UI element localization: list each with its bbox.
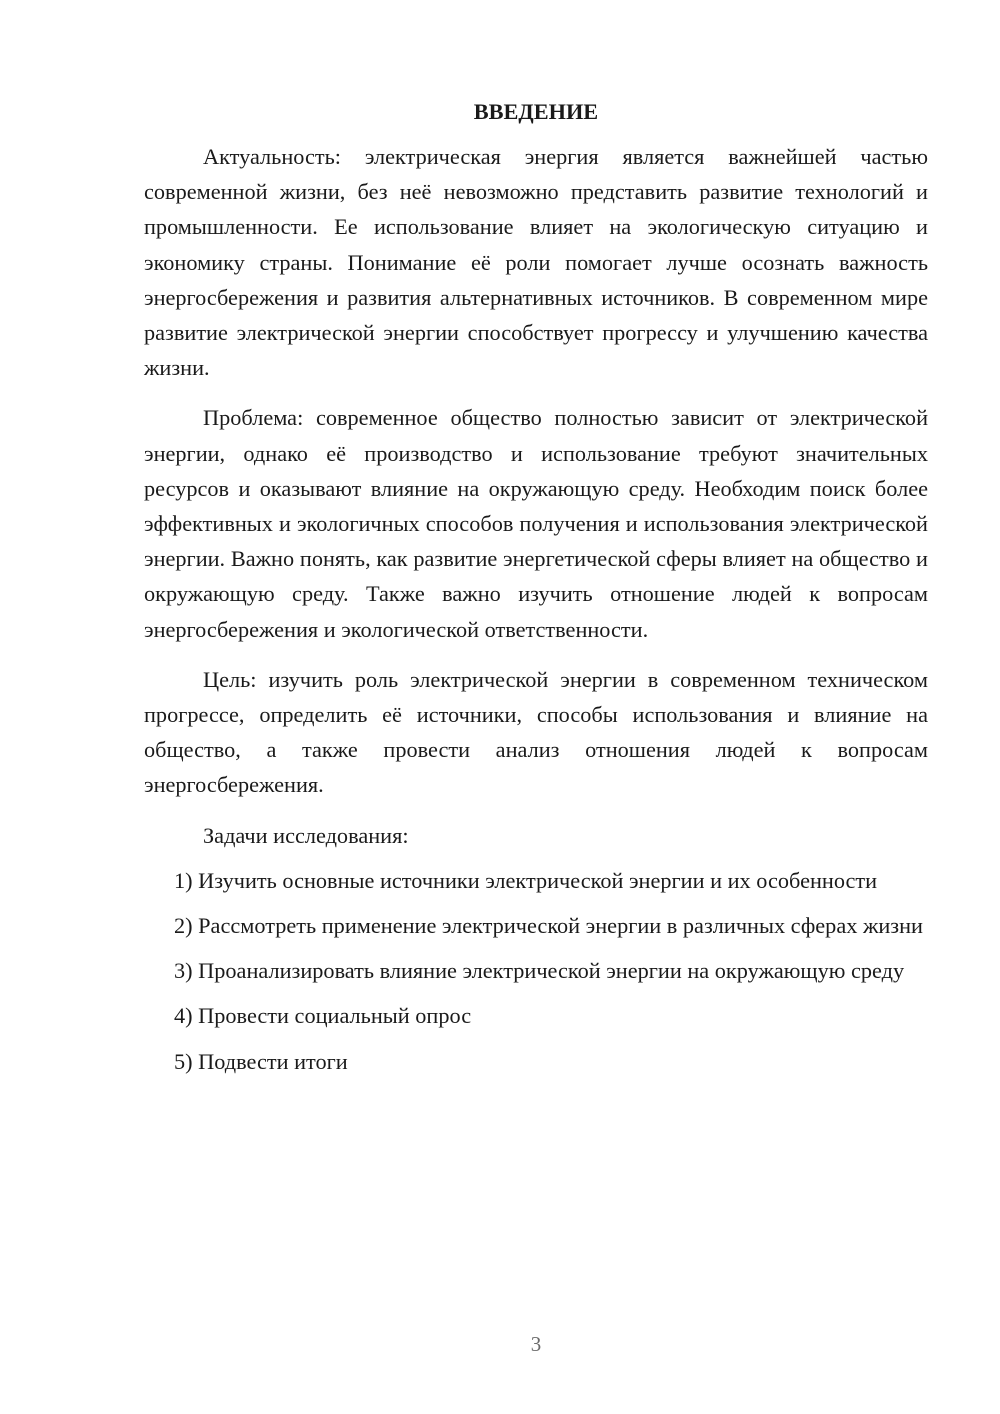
- task-item: 3) Проанализировать влияние электрической энергии на окружающую среду: [174, 958, 905, 984]
- page-number: 3: [530, 1332, 542, 1356]
- task-item: 2) Рассмотреть применение электрической энергии в различных сферах жизни: [174, 913, 923, 939]
- task-item: 4) Провести социальный опрос: [174, 1003, 472, 1029]
- paragraph-goal: Цель: изучить роль электрической энергии в современном техническом прогрессе, определить её источники, способы использования и влияние на общество, а также провести анализ отношения людей к вопросам энергосбережения.: [144, 666, 928, 798]
- paragraph-relevance: Актуальность: электрическая энергия является важнейшей частью современной жизни, без неё невозможно представить развитие технологий и промышленности. Ее использование влияет на экологическую ситуацию и экономику страны. Понимание её роли помогает лучше осознать важность энергосбережения и развития альтернативных источников. В современном мире развитие электрической энергии способствует прогрессу и улучшению качества жизни.: [144, 144, 928, 381]
- paragraph-problem: Проблема: современное общество полностью зависит от электрической энергии, однако её производство и использование требуют значительных ресурсов и оказывают влияние на окружающую среду. Необходим поиск более эффективных и экологичных способов получения и использования электрической энергии. Важно понять, как развитие энергетической сферы влияет на общество и окружающую среду. Также важно изучить отношение людей к вопросам энергосбережения и экологической ответственности.: [144, 405, 928, 642]
- page-content: [144, 94, 928, 1089]
- page-title: ВВЕДЕНИЕ: [473, 99, 599, 124]
- task-item: 1) Изучить основные источники электрической энергии и их особенности: [174, 867, 878, 893]
- task-item: 5) Подвести итоги: [174, 1048, 348, 1074]
- tasks-heading: Задачи исследования:: [203, 822, 409, 848]
